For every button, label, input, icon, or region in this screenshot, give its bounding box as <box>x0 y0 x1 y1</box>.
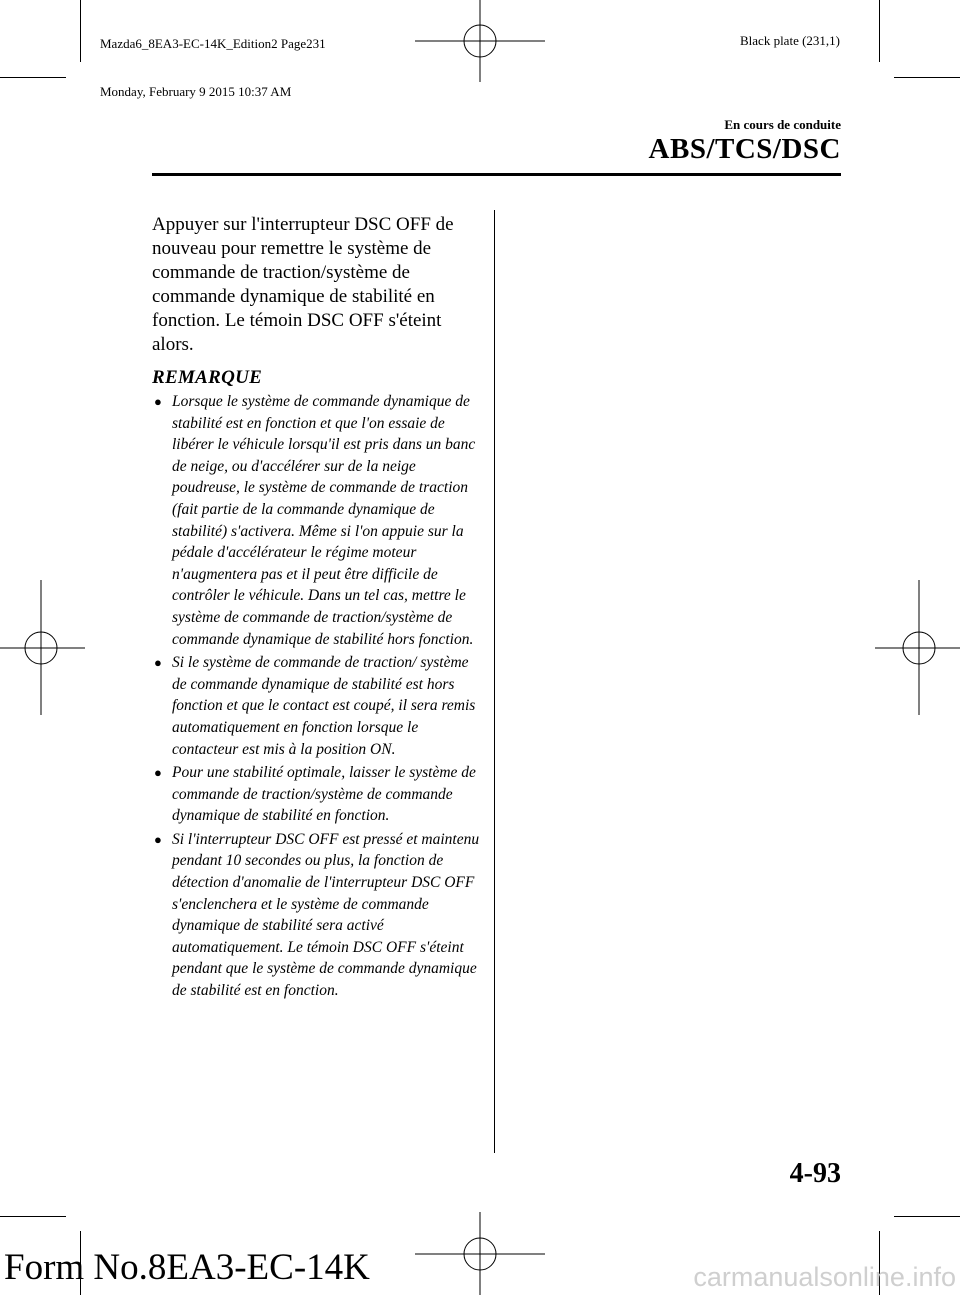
bullet-icon: ● <box>154 831 162 847</box>
bullet-icon: ● <box>154 655 162 671</box>
registration-mark-right <box>875 580 960 715</box>
print-file-line: Mazda6_8EA3-EC-14K_Edition2 Page231 <box>100 36 326 51</box>
note-list <box>152 391 480 1002</box>
note-item: ● Lorsque le système de commande dynamique de stabilité est en fonction et que l'on essaie de libérer le véhicule lorsqu'il est pris dans un banc de neige, ou d'accélérer sur de la neige poudreuse, le système de commande de traction (fait partie de la commande dynamique de stabilité) s'activera. Même si l'on appuie sur la pédale d'accélérateur le régime moteur n'augmentera pas et il peut être difficile de contrôler le véhicule. Dans un tel cas, mettre le système de commande de traction/système de commande dynamique de stabilité hors fonction. <box>154 393 476 648</box>
print-date-line: Monday, February 9 2015 10:37 AM <box>100 84 292 99</box>
registration-mark-top <box>415 0 545 85</box>
note-item: ● Pour une stabilité optimale, laisser le système de commande de traction/système de commande dynamique de stabilité en fonction. <box>154 764 476 825</box>
plate-label: Black plate (231,1) <box>740 33 840 48</box>
print-file-info <box>100 4 326 116</box>
note-heading: REMARQUE <box>152 367 263 388</box>
bullet-icon: ● <box>154 765 162 781</box>
watermark: carmanualsonline.info <box>693 1262 956 1292</box>
bullet-icon: ● <box>154 394 162 409</box>
intro-paragraph: Appuyer sur l'interrupteur DSC OFF de nouveau pour remettre le système de commande de traction/système de commande dynamique de stabilité en fonction. Le témoin DSC OFF s'éteint alors. <box>152 214 454 355</box>
section-label: En cours de conduite <box>724 117 841 132</box>
form-number: Form No.8EA3-EC-14K <box>4 1247 370 1288</box>
registration-mark-bottom <box>415 1212 545 1295</box>
column-divider <box>494 210 495 1153</box>
note-item: ● Si le système de commande de traction/ système de commande dynamique de stabilité est hors fonction et que le contact est coupé, il sera remis automatiquement en fonction lorsque le contacteur est mis à la position ON. <box>154 654 476 758</box>
header-rule <box>152 173 841 176</box>
registration-mark-left <box>0 580 85 715</box>
page-number: 4-93 <box>789 1158 841 1189</box>
page-title: ABS/TCS/DSC <box>648 133 841 165</box>
content-column <box>152 213 480 1004</box>
note-item: ● Si l'interrupteur DSC OFF est pressé et maintenu pendant 10 secondes ou plus, la fonction de détection d'anomalie de l'interrupteur DSC OFF s'enclenchera et le système de commande dynamique de stabilité sera activé automatiquement. Le témoin DSC OFF s'éteint pendant que le système de commande dynamique de stabilité est en fonction. <box>154 830 480 1000</box>
